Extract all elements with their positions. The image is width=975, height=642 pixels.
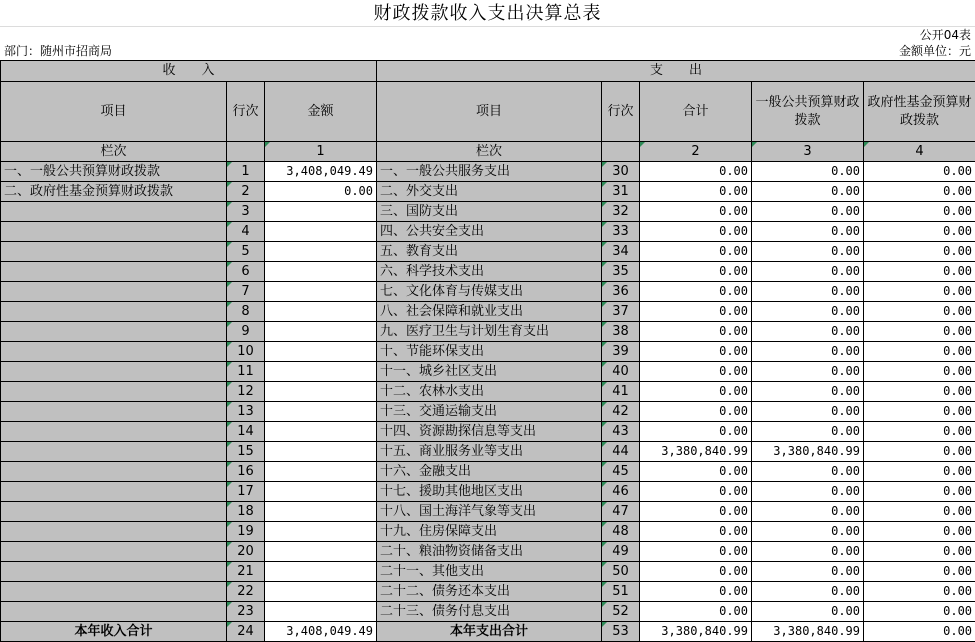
- general-budget-cell[interactable]: 0.00: [752, 322, 864, 342]
- table-row: [1, 162, 975, 182]
- totals-row: [1, 622, 975, 642]
- gov-fund-cell[interactable]: 0.00: [864, 182, 975, 202]
- column-blank[interactable]: [227, 142, 265, 162]
- gov-fund-cell[interactable]: 0.00: [864, 322, 975, 342]
- gov-fund-cell[interactable]: 0.00: [864, 262, 975, 282]
- expense-total-cell[interactable]: 0.00: [640, 202, 752, 222]
- expense-item-header[interactable]: 项目: [377, 82, 602, 142]
- table-row: [1, 582, 975, 602]
- income-amount-cell[interactable]: [265, 442, 377, 462]
- expense-row-number[interactable]: 51: [602, 582, 640, 602]
- expense-item-cell[interactable]: 十八、国土海洋气象等支出: [377, 502, 602, 522]
- income-row-number[interactable]: 14: [227, 422, 265, 442]
- expense-row-number[interactable]: 42: [602, 402, 640, 422]
- gov-fund-cell[interactable]: 0.00: [864, 342, 975, 362]
- income-row-number[interactable]: 13: [227, 402, 265, 422]
- income-amount-cell[interactable]: [265, 542, 377, 562]
- table-row: [1, 182, 975, 202]
- table-row: [1, 482, 975, 502]
- income-amount-cell[interactable]: [265, 422, 377, 442]
- general-budget-cell[interactable]: 0.00: [752, 202, 864, 222]
- income-amount-cell[interactable]: [265, 282, 377, 302]
- income-row-number[interactable]: 3: [227, 202, 265, 222]
- expense-row-number[interactable]: 43: [602, 422, 640, 442]
- expense-total-cell[interactable]: 0.00: [640, 482, 752, 502]
- expense-row-number[interactable]: 32: [602, 202, 640, 222]
- expense-total-cell[interactable]: 0.00: [640, 342, 752, 362]
- expense-total-cell[interactable]: 0.00: [640, 282, 752, 302]
- table-row: [1, 382, 975, 402]
- gov-fund-cell[interactable]: 0.00: [864, 302, 975, 322]
- general-budget-cell[interactable]: 0.00: [752, 582, 864, 602]
- table-row: [1, 562, 975, 582]
- income-amount-cell[interactable]: [265, 302, 377, 322]
- expense-total-cell[interactable]: 0.00: [640, 362, 752, 382]
- income-amount-cell[interactable]: [265, 462, 377, 482]
- general-budget-cell[interactable]: 0.00: [752, 522, 864, 542]
- expense-item-cell[interactable]: 七、文化体育与传媒支出: [377, 282, 602, 302]
- income-amount-cell[interactable]: [265, 202, 377, 222]
- expense-row-number[interactable]: 31: [602, 182, 640, 202]
- expense-total-cell[interactable]: 0.00: [640, 562, 752, 582]
- expense-row-number[interactable]: 46: [602, 482, 640, 502]
- income-item-cell[interactable]: [1, 302, 227, 322]
- table-row: [1, 302, 975, 322]
- income-amount-cell[interactable]: [265, 602, 377, 622]
- income-amount-cell[interactable]: [265, 562, 377, 582]
- income-amount-cell[interactable]: [265, 522, 377, 542]
- income-row-number[interactable]: 9: [227, 322, 265, 342]
- income-amount-cell[interactable]: [265, 322, 377, 342]
- income-amount-cell[interactable]: 3,408,049.49: [265, 162, 377, 182]
- expense-total-cell[interactable]: 0.00: [640, 522, 752, 542]
- income-row-number[interactable]: 23: [227, 602, 265, 622]
- column-blank[interactable]: [602, 142, 640, 162]
- header-row: [1, 82, 975, 142]
- expense-row-header[interactable]: 行次: [602, 82, 640, 142]
- gov-fund-cell[interactable]: 0.00: [864, 562, 975, 582]
- expense-row-number[interactable]: 38: [602, 322, 640, 342]
- income-item-cell[interactable]: [1, 482, 227, 502]
- expense-item-cell[interactable]: 十二、农林水支出: [377, 382, 602, 402]
- gov-fund-cell[interactable]: 0.00: [864, 522, 975, 542]
- expense-item-cell[interactable]: 十三、交通运输支出: [377, 402, 602, 422]
- general-budget-cell[interactable]: 0.00: [752, 182, 864, 202]
- income-row-number[interactable]: 5: [227, 242, 265, 262]
- income-total-label[interactable]: 本年收入合计: [1, 622, 227, 642]
- income-row-number[interactable]: 4: [227, 222, 265, 242]
- general-budget-cell[interactable]: 0.00: [752, 302, 864, 322]
- income-item-cell[interactable]: [1, 342, 227, 362]
- table-row: [1, 322, 975, 342]
- expense-total-cell[interactable]: 0.00: [640, 602, 752, 622]
- income-item-cell[interactable]: [1, 542, 227, 562]
- income-amount-cell[interactable]: [265, 582, 377, 602]
- expense-total-cell[interactable]: 0.00: [640, 222, 752, 242]
- table-row: [1, 282, 975, 302]
- income-item-cell[interactable]: 二、政府性基金预算财政拨款: [1, 182, 227, 202]
- income-row-number[interactable]: 2: [227, 182, 265, 202]
- general-budget-cell[interactable]: 0.00: [752, 282, 864, 302]
- expense-row-number[interactable]: 44: [602, 442, 640, 462]
- department-label: 部门：随州市招商局: [4, 43, 112, 59]
- income-row-number[interactable]: 16: [227, 462, 265, 482]
- expense-item-cell[interactable]: 十四、资源勘探信息等支出: [377, 422, 602, 442]
- expense-total-cell[interactable]: 0.00: [640, 422, 752, 442]
- amount-unit: 金额单位：元: [899, 43, 971, 59]
- expense-item-cell[interactable]: 二十二、债务还本支出: [377, 582, 602, 602]
- income-row-number[interactable]: 7: [227, 282, 265, 302]
- income-amount-cell[interactable]: [265, 482, 377, 502]
- expense-total-cell[interactable]: 0.00: [640, 582, 752, 602]
- income-amount-cell[interactable]: [265, 362, 377, 382]
- income-row-number[interactable]: 15: [227, 442, 265, 462]
- expense-item-cell[interactable]: 八、社会保障和就业支出: [377, 302, 602, 322]
- expense-section-header[interactable]: 支 出: [377, 61, 975, 82]
- general-budget-cell[interactable]: 0.00: [752, 602, 864, 622]
- expense-item-cell[interactable]: 二十、粮油物资储备支出: [377, 542, 602, 562]
- gov-fund-header[interactable]: 政府性基金预算财政拨款: [864, 82, 975, 142]
- expense-total-label[interactable]: 本年支出合计: [377, 622, 602, 642]
- expense-total-header[interactable]: 合计: [640, 82, 752, 142]
- expense-item-cell[interactable]: 十一、城乡社区支出: [377, 362, 602, 382]
- general-budget-cell[interactable]: 0.00: [752, 382, 864, 402]
- income-item-cell[interactable]: [1, 202, 227, 222]
- expense-total-cell[interactable]: 0.00: [640, 322, 752, 342]
- gov-fund-cell[interactable]: 0.00: [864, 462, 975, 482]
- income-item-cell[interactable]: [1, 442, 227, 462]
- expense-item-cell[interactable]: 四、公共安全支出: [377, 222, 602, 242]
- income-item-cell[interactable]: [1, 362, 227, 382]
- expense-item-cell[interactable]: 二、外交支出: [377, 182, 602, 202]
- expense-row-number[interactable]: 50: [602, 562, 640, 582]
- table-row: [1, 342, 975, 362]
- expense-item-cell[interactable]: 二十三、债务付息支出: [377, 602, 602, 622]
- income-item-cell[interactable]: [1, 502, 227, 522]
- expense-item-cell[interactable]: 十六、金融支出: [377, 462, 602, 482]
- income-row-number[interactable]: 18: [227, 502, 265, 522]
- expense-total-amount[interactable]: 3,380,840.99: [640, 622, 752, 642]
- income-amount-cell[interactable]: [265, 382, 377, 402]
- gov-fund-cell[interactable]: 0.00: [864, 602, 975, 622]
- general-budget-cell[interactable]: 0.00: [752, 542, 864, 562]
- table-row: [1, 522, 975, 542]
- expense-row-number[interactable]: 48: [602, 522, 640, 542]
- expense-row-number[interactable]: 35: [602, 262, 640, 282]
- income-item-cell[interactable]: [1, 222, 227, 242]
- income-row-number[interactable]: 1: [227, 162, 265, 182]
- expense-row-number[interactable]: 37: [602, 302, 640, 322]
- column-number-3[interactable]: 3: [752, 142, 864, 162]
- gov-fund-cell[interactable]: 0.00: [864, 202, 975, 222]
- table-row: [1, 462, 975, 482]
- expense-item-cell[interactable]: 一、一般公共服务支出: [377, 162, 602, 182]
- gov-fund-cell[interactable]: 0.00: [864, 482, 975, 502]
- gov-fund-cell[interactable]: 0.00: [864, 362, 975, 382]
- income-item-cell[interactable]: 一、一般公共预算财政拨款: [1, 162, 227, 182]
- gov-fund-cell[interactable]: 0.00: [864, 282, 975, 302]
- expense-total-cell[interactable]: 0.00: [640, 302, 752, 322]
- income-row-number[interactable]: 19: [227, 522, 265, 542]
- general-budget-cell[interactable]: 0.00: [752, 502, 864, 522]
- general-budget-cell[interactable]: 0.00: [752, 162, 864, 182]
- column-number-1[interactable]: 1: [265, 142, 377, 162]
- gov-fund-cell[interactable]: 0.00: [864, 222, 975, 242]
- report-title: 财政拨款收入支出决算总表: [0, 0, 975, 26]
- expense-item-cell[interactable]: 十九、住房保障支出: [377, 522, 602, 542]
- expense-item-cell[interactable]: 十五、商业服务业等支出: [377, 442, 602, 462]
- expense-row-number[interactable]: 47: [602, 502, 640, 522]
- table-row: [1, 602, 975, 622]
- income-item-cell[interactable]: [1, 262, 227, 282]
- column-number-row: [1, 142, 975, 162]
- table-row: [1, 502, 975, 522]
- gov-fund-cell[interactable]: 0.00: [864, 382, 975, 402]
- income-amount-header[interactable]: 金额: [265, 82, 377, 142]
- general-budget-cell[interactable]: 0.00: [752, 462, 864, 482]
- expense-total-cell[interactable]: 0.00: [640, 262, 752, 282]
- column-label-right[interactable]: 栏次: [377, 142, 602, 162]
- column-number-2[interactable]: 2: [640, 142, 752, 162]
- table-row: [1, 262, 975, 282]
- income-item-cell[interactable]: [1, 322, 227, 342]
- general-budget-header[interactable]: 一般公共预算财政拨款: [752, 82, 864, 142]
- gov-fund-cell[interactable]: 0.00: [864, 442, 975, 462]
- income-row-number[interactable]: 22: [227, 582, 265, 602]
- gov-fund-cell[interactable]: 0.00: [864, 402, 975, 422]
- gov-fund-cell[interactable]: 0.00: [864, 162, 975, 182]
- gov-fund-total[interactable]: 0.00: [864, 622, 975, 642]
- expense-total-cell[interactable]: 0.00: [640, 162, 752, 182]
- expense-total-row-number[interactable]: 53: [602, 622, 640, 642]
- gov-fund-cell[interactable]: 0.00: [864, 582, 975, 602]
- expense-total-cell[interactable]: 0.00: [640, 182, 752, 202]
- expense-total-cell[interactable]: 0.00: [640, 382, 752, 402]
- income-item-cell[interactable]: [1, 282, 227, 302]
- income-amount-cell[interactable]: [265, 502, 377, 522]
- expense-row-number[interactable]: 45: [602, 462, 640, 482]
- income-row-number[interactable]: 6: [227, 262, 265, 282]
- income-item-cell[interactable]: [1, 602, 227, 622]
- table-row: [1, 422, 975, 442]
- income-row-number[interactable]: 11: [227, 362, 265, 382]
- expense-row-number[interactable]: 40: [602, 362, 640, 382]
- general-budget-cell[interactable]: 0.00: [752, 402, 864, 422]
- income-amount-cell[interactable]: [265, 242, 377, 262]
- expense-row-number[interactable]: 49: [602, 542, 640, 562]
- general-budget-cell[interactable]: 0.00: [752, 562, 864, 582]
- expense-row-number[interactable]: 30: [602, 162, 640, 182]
- expense-item-cell[interactable]: 六、科学技术支出: [377, 262, 602, 282]
- gov-fund-cell[interactable]: 0.00: [864, 242, 975, 262]
- income-row-number[interactable]: 8: [227, 302, 265, 322]
- general-budget-cell[interactable]: 0.00: [752, 342, 864, 362]
- income-section-header[interactable]: 收 入: [1, 61, 377, 82]
- income-item-cell[interactable]: [1, 422, 227, 442]
- table-row: [1, 242, 975, 262]
- income-amount-cell[interactable]: [265, 222, 377, 242]
- table-row: [1, 402, 975, 422]
- expense-total-cell[interactable]: 3,380,840.99: [640, 442, 752, 462]
- expense-item-cell[interactable]: 十七、援助其他地区支出: [377, 482, 602, 502]
- expense-total-cell[interactable]: 0.00: [640, 242, 752, 262]
- income-row-number[interactable]: 10: [227, 342, 265, 362]
- expense-item-cell[interactable]: 五、教育支出: [377, 242, 602, 262]
- income-item-header[interactable]: 项目: [1, 82, 227, 142]
- general-budget-total[interactable]: 3,380,840.99: [752, 622, 864, 642]
- table-row: [1, 222, 975, 242]
- income-item-cell[interactable]: [1, 242, 227, 262]
- expense-item-cell[interactable]: 三、国防支出: [377, 202, 602, 222]
- expense-total-cell[interactable]: 0.00: [640, 402, 752, 422]
- report-table: [0, 60, 975, 642]
- table-row: [1, 542, 975, 562]
- income-total-row-number[interactable]: 24: [227, 622, 265, 642]
- general-budget-cell[interactable]: 0.00: [752, 222, 864, 242]
- income-row-number[interactable]: 12: [227, 382, 265, 402]
- form-code: 公开04表: [920, 27, 971, 43]
- expense-total-cell[interactable]: 0.00: [640, 462, 752, 482]
- expense-row-number[interactable]: 39: [602, 342, 640, 362]
- expense-row-number[interactable]: 33: [602, 222, 640, 242]
- general-budget-cell[interactable]: 0.00: [752, 242, 864, 262]
- income-item-cell[interactable]: [1, 562, 227, 582]
- income-total-amount[interactable]: 3,408,049.49: [265, 622, 377, 642]
- expense-item-cell[interactable]: 九、医疗卫生与计划生育支出: [377, 322, 602, 342]
- general-budget-cell[interactable]: 0.00: [752, 482, 864, 502]
- income-amount-cell[interactable]: [265, 402, 377, 422]
- expense-item-cell[interactable]: 十、节能环保支出: [377, 342, 602, 362]
- income-item-cell[interactable]: [1, 582, 227, 602]
- general-budget-cell[interactable]: 0.00: [752, 422, 864, 442]
- expense-row-number[interactable]: 36: [602, 282, 640, 302]
- income-amount-cell[interactable]: 0.00: [265, 182, 377, 202]
- income-row-number[interactable]: 17: [227, 482, 265, 502]
- gov-fund-cell[interactable]: 0.00: [864, 542, 975, 562]
- section-row: [1, 61, 975, 82]
- income-row-header[interactable]: 行次: [227, 82, 265, 142]
- income-item-cell[interactable]: [1, 382, 227, 402]
- expense-row-number[interactable]: 34: [602, 242, 640, 262]
- general-budget-cell[interactable]: 3,380,840.99: [752, 442, 864, 462]
- expense-row-number[interactable]: 52: [602, 602, 640, 622]
- general-budget-cell[interactable]: 0.00: [752, 262, 864, 282]
- column-number-4[interactable]: 4: [864, 142, 975, 162]
- expense-item-cell[interactable]: 二十一、其他支出: [377, 562, 602, 582]
- income-item-cell[interactable]: [1, 402, 227, 422]
- general-budget-cell[interactable]: 0.00: [752, 362, 864, 382]
- expense-row-number[interactable]: 41: [602, 382, 640, 402]
- table-row: [1, 442, 975, 462]
- expense-total-cell[interactable]: 0.00: [640, 542, 752, 562]
- grid-line: [0, 26, 975, 27]
- income-row-number[interactable]: 20: [227, 542, 265, 562]
- column-label-left[interactable]: 栏次: [1, 142, 227, 162]
- income-row-number[interactable]: 21: [227, 562, 265, 582]
- gov-fund-cell[interactable]: 0.00: [864, 422, 975, 442]
- income-item-cell[interactable]: [1, 522, 227, 542]
- income-amount-cell[interactable]: [265, 262, 377, 282]
- income-item-cell[interactable]: [1, 462, 227, 482]
- table-row: [1, 202, 975, 222]
- table-row: [1, 362, 975, 382]
- gov-fund-cell[interactable]: 0.00: [864, 502, 975, 522]
- expense-total-cell[interactable]: 0.00: [640, 502, 752, 522]
- income-amount-cell[interactable]: [265, 342, 377, 362]
